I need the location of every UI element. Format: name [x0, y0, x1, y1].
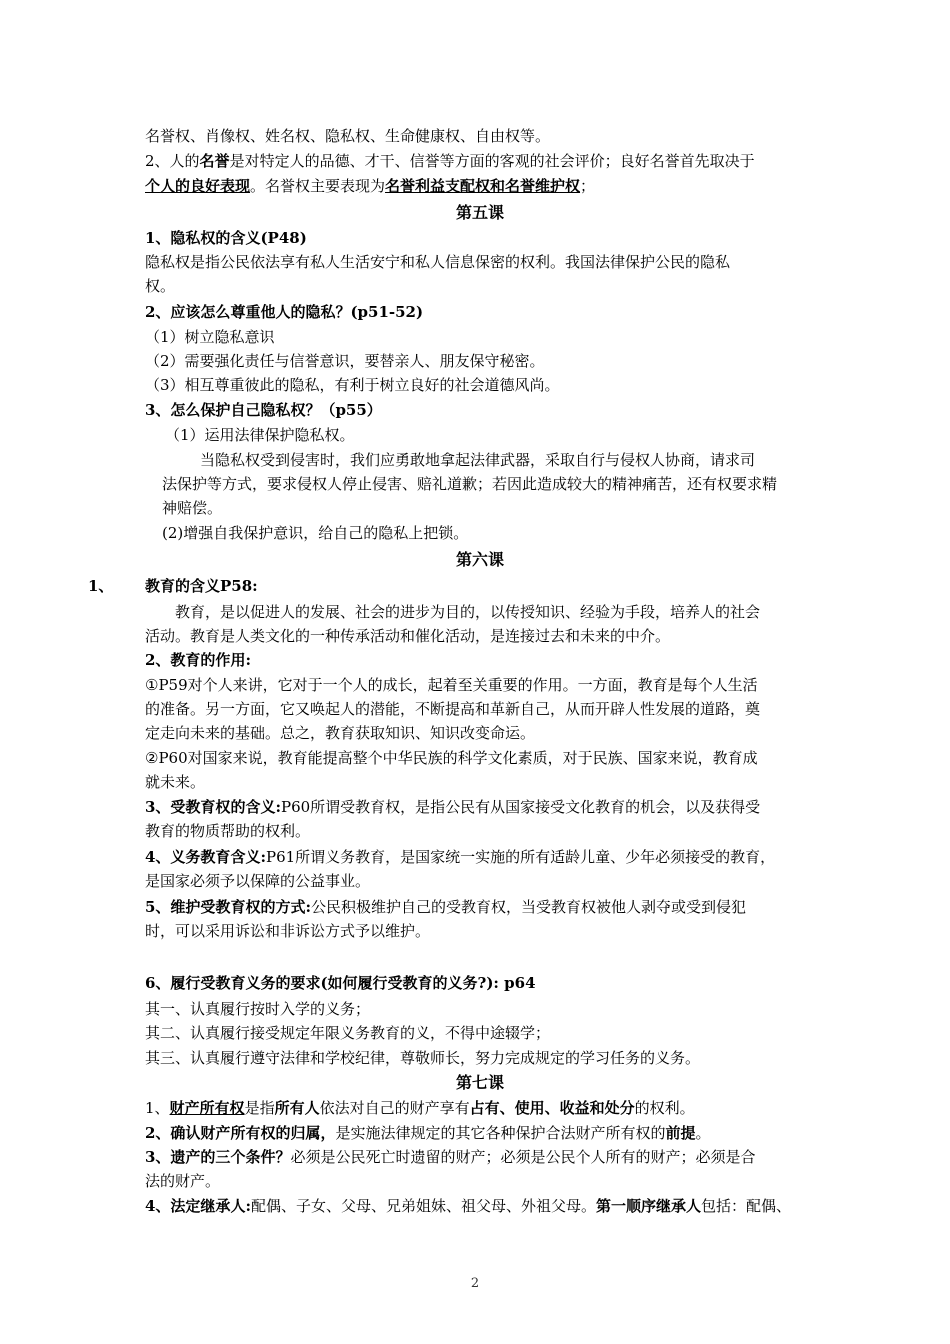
text-line: 3、受教育权的含义:P60所谓受教育权，是指公民有从国家接受文化教育的机会，以及获得受 [145, 798, 761, 816]
text-line: 4、法定继承人:配偶、子女、父母、兄弟姐妹、祖父母、外祖父母。第一顺序继承人包括：配偶、 [145, 1197, 792, 1215]
text-line: 其三、认真履行遵守法律和学校纪律，尊敬师长，努力完成规定的学习任务的义务。 [145, 1049, 701, 1067]
section-heading: 2、应该怎么尊重他人的隐私？(p51-52) [145, 303, 424, 321]
text-line: （3）相互尊重彼此的隐私，有利于树立良好的社会道德风尚。 [145, 376, 560, 394]
text-line: 活动。教育是人类文化的一种传承活动和催化活动，是连接过去和未来的中介。 [145, 627, 671, 645]
text-line: 其二、认真履行接受规定年限义务教育的义，不得中途辍学； [145, 1024, 551, 1042]
text-line: 4、义务教育含义:P61所谓义务教育，是国家统一实施的所有适龄儿童、少年必须接受的教育， [145, 848, 776, 866]
text-line: 2、确认财产所有权的归属，是实施法律规定的其它各种保护合法财产所有权的前提。 [145, 1124, 711, 1142]
section-heading: 教育的含义P58: [145, 577, 258, 595]
text-line: 当隐私权受到侵害时，我们应勇敢地拿起法律武器，采取自行与侵权人协商，请求司 [200, 451, 756, 469]
text-line: 其一、认真履行按时入学的义务； [145, 1000, 371, 1018]
text-line: （2）需要强化责任与信誉意识，要替亲人、朋友保守秘密。 [145, 352, 545, 370]
text-line: 法保护等方式，要求侵权人停止侵害、赔礼道歉；若因此造成较大的精神痛苦，还有权要求精 [162, 475, 778, 493]
text-line: 教育，是以促进人的发展、社会的进步为目的，以传授知识、经验为手段，培养人的社会 [175, 603, 761, 621]
lesson-heading-6: 第六课 [455, 550, 504, 569]
text-line: 2、人的名誉是对特定人的品德、才干、信誉等方面的客观的社会评价；良好名誉首先取决于 [145, 152, 755, 170]
text-line: 3、遗产的三个条件？必须是公民死亡时遗留的财产；必须是公民个人所有的财产；必须是合 [145, 1148, 756, 1166]
text-line: ①P59对个人来讲，它对于一个人的成长，起着至关重要的作用。一方面，教育是每个人生活 [145, 676, 758, 694]
text-line: (2)增强自我保护意识，给自己的隐私上把锁。 [162, 524, 469, 542]
list-number: 1、 [88, 577, 114, 595]
text-line: 1、财产所有权是指所有人依法对自己的财产享有占有、使用、收益和处分的权利。 [145, 1099, 695, 1117]
section-heading: 1、隐私权的含义(P48) [145, 229, 307, 247]
text-line: ②P60对国家来说，教育能提高整个中华民族的科学文化素质，对于民族、国家来说，教育成 [145, 749, 758, 767]
text-line: 是国家必须予以保障的公益事业。 [145, 872, 371, 890]
section-heading: 3、怎么保护自己隐私权？（p55） [145, 401, 382, 419]
text-line: 定走向未来的基础。总之，教育获取知识、知识改变命运。 [145, 724, 536, 742]
text-line: 的准备。另一方面，它又唤起人的潜能，不断提高和革新自己，从而开辟人性发展的道路，奠 [145, 700, 761, 718]
text-line: 隐私权是指公民依法享有私人生活安宁和私人信息保密的权利。我国法律保护公民的隐私 [145, 253, 731, 271]
section-heading: 6、履行受教育义务的要求(如何履行受教育的义务?): p64 [145, 974, 536, 992]
text-line: 权。 [145, 277, 176, 295]
page-number: 2 [470, 1276, 480, 1291]
text-line: （1）树立隐私意识 [145, 328, 275, 346]
section-heading: 2、教育的作用: [145, 651, 251, 669]
lesson-heading-5: 第五课 [455, 203, 504, 222]
text-line: 就未来。 [145, 773, 206, 791]
text-line: 法的财产。 [145, 1172, 221, 1190]
text-line: 名誉权、肖像权、姓名权、隐私权、生命健康权、自由权等。 [145, 127, 551, 145]
text-line: 时，可以采用诉讼和非诉讼方式予以维护。 [145, 922, 431, 940]
lesson-heading-7: 第七课 [455, 1073, 504, 1092]
text-line: （1）运用法律保护隐私权。 [165, 426, 355, 444]
text-line: 神赔偿。 [162, 499, 223, 517]
text-line: 教育的物质帮助的权利。 [145, 822, 311, 840]
text-line: 个人的良好表现。名誉权主要表现为名誉利益支配权和名誉维护权； [145, 177, 596, 195]
text-line: 5、维护受教育权的方式:公民积极维护自己的受教育权，当受教育权被他人剥夺或受到侵犯 [145, 898, 746, 916]
